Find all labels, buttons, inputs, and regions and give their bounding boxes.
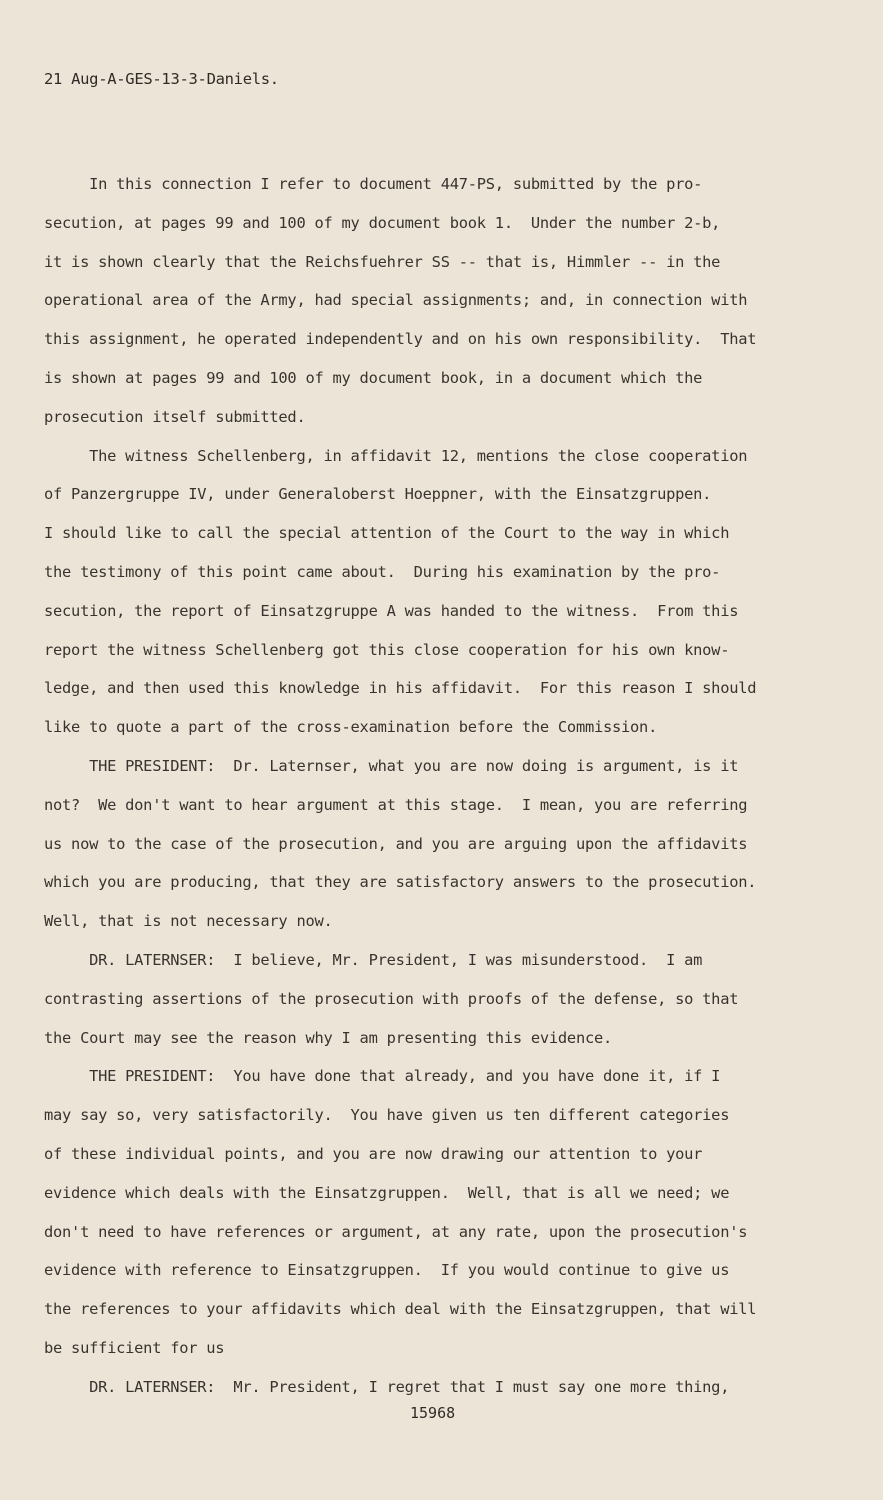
text-line: evidence which deals with the Einsatzgruppen. Well, that is all we need; we	[44, 1183, 730, 1202]
text-line: the Court may see the reason why I am presenting this evidence.	[44, 1028, 613, 1047]
text-line: be sufficient for us	[44, 1338, 225, 1357]
text-line: The witness Schellenberg, in affidavit 12, mentions the close cooperation	[44, 446, 748, 465]
text-line: secution, the report of Einsatzgruppe A was handed to the witness. From this	[44, 601, 739, 620]
text-line: may say so, very satisfactorily. You have given us ten different categories	[44, 1106, 730, 1125]
text-line: of Panzergruppe IV, under Generaloberst Hoeppner, with the Einsatzgruppen.	[44, 485, 712, 504]
text-line: don't need to have references or argument, at any rate, upon the prosecution's	[44, 1222, 748, 1241]
text-line: prosecution itself submitted.	[44, 407, 306, 426]
text-line: the references to your affidavits which deal with the Einsatzgruppen, that will	[44, 1300, 757, 1319]
text-line: contrasting assertions of the prosecution with proofs of the defense, so that	[44, 989, 739, 1008]
document-body	[44, 165, 840, 1407]
text-line: the testimony of this point came about. During his examination by the pro-	[44, 562, 721, 581]
text-line: it is shown clearly that the Reichsfuehrer SS -- that is, Himmler -- in the	[44, 252, 721, 271]
text-line: I should like to call the special attention of the Court to the way in which	[44, 524, 730, 543]
text-line: DR. LATERNSER: I believe, Mr. President, I was misunderstood. I am	[44, 950, 703, 969]
text-line: THE PRESIDENT: You have done that already, and you have done it, if I	[44, 1067, 721, 1086]
page-number: 15968	[410, 1404, 456, 1422]
text-line: ledge, and then used this knowledge in his affidavit. For this reason I should	[44, 679, 757, 698]
text-line: report the witness Schellenberg got this close cooperation for his own know-	[44, 640, 730, 659]
document-header: 21 Aug-A-GES-13-3-Daniels.	[44, 70, 279, 88]
text-line: us now to the case of the prosecution, and you are arguing upon the affidavits	[44, 834, 748, 853]
text-line: like to quote a part of the cross-examination before the Commission.	[44, 718, 658, 737]
text-line: Well, that is not necessary now.	[44, 912, 333, 931]
text-line: DR. LATERNSER: Mr. President, I regret that I must say one more thing,	[44, 1377, 730, 1396]
text-line: operational area of the Army, had special assignments; and, in connection with	[44, 291, 748, 310]
text-line: this assignment, he operated independently and on his own responsibility. That	[44, 330, 757, 349]
text-line: THE PRESIDENT: Dr. Laternser, what you are now doing is argument, is it	[44, 756, 739, 775]
text-line: In this connection I refer to document 447-PS, submitted by the pro-	[44, 175, 703, 193]
text-line: secution, at pages 99 and 100 of my document book 1. Under the number 2-b,	[44, 213, 721, 232]
text-line: of these individual points, and you are now drawing our attention to your	[44, 1144, 703, 1163]
text-line: evidence with reference to Einsatzgruppen. If you would continue to give us	[44, 1261, 730, 1280]
text-line: which you are producing, that they are satisfactory answers to the prosecution.	[44, 873, 757, 892]
text-line: is shown at pages 99 and 100 of my document book, in a document which the	[44, 368, 703, 387]
text-line: not? We don't want to hear argument at this stage. I mean, you are referring	[44, 795, 748, 814]
